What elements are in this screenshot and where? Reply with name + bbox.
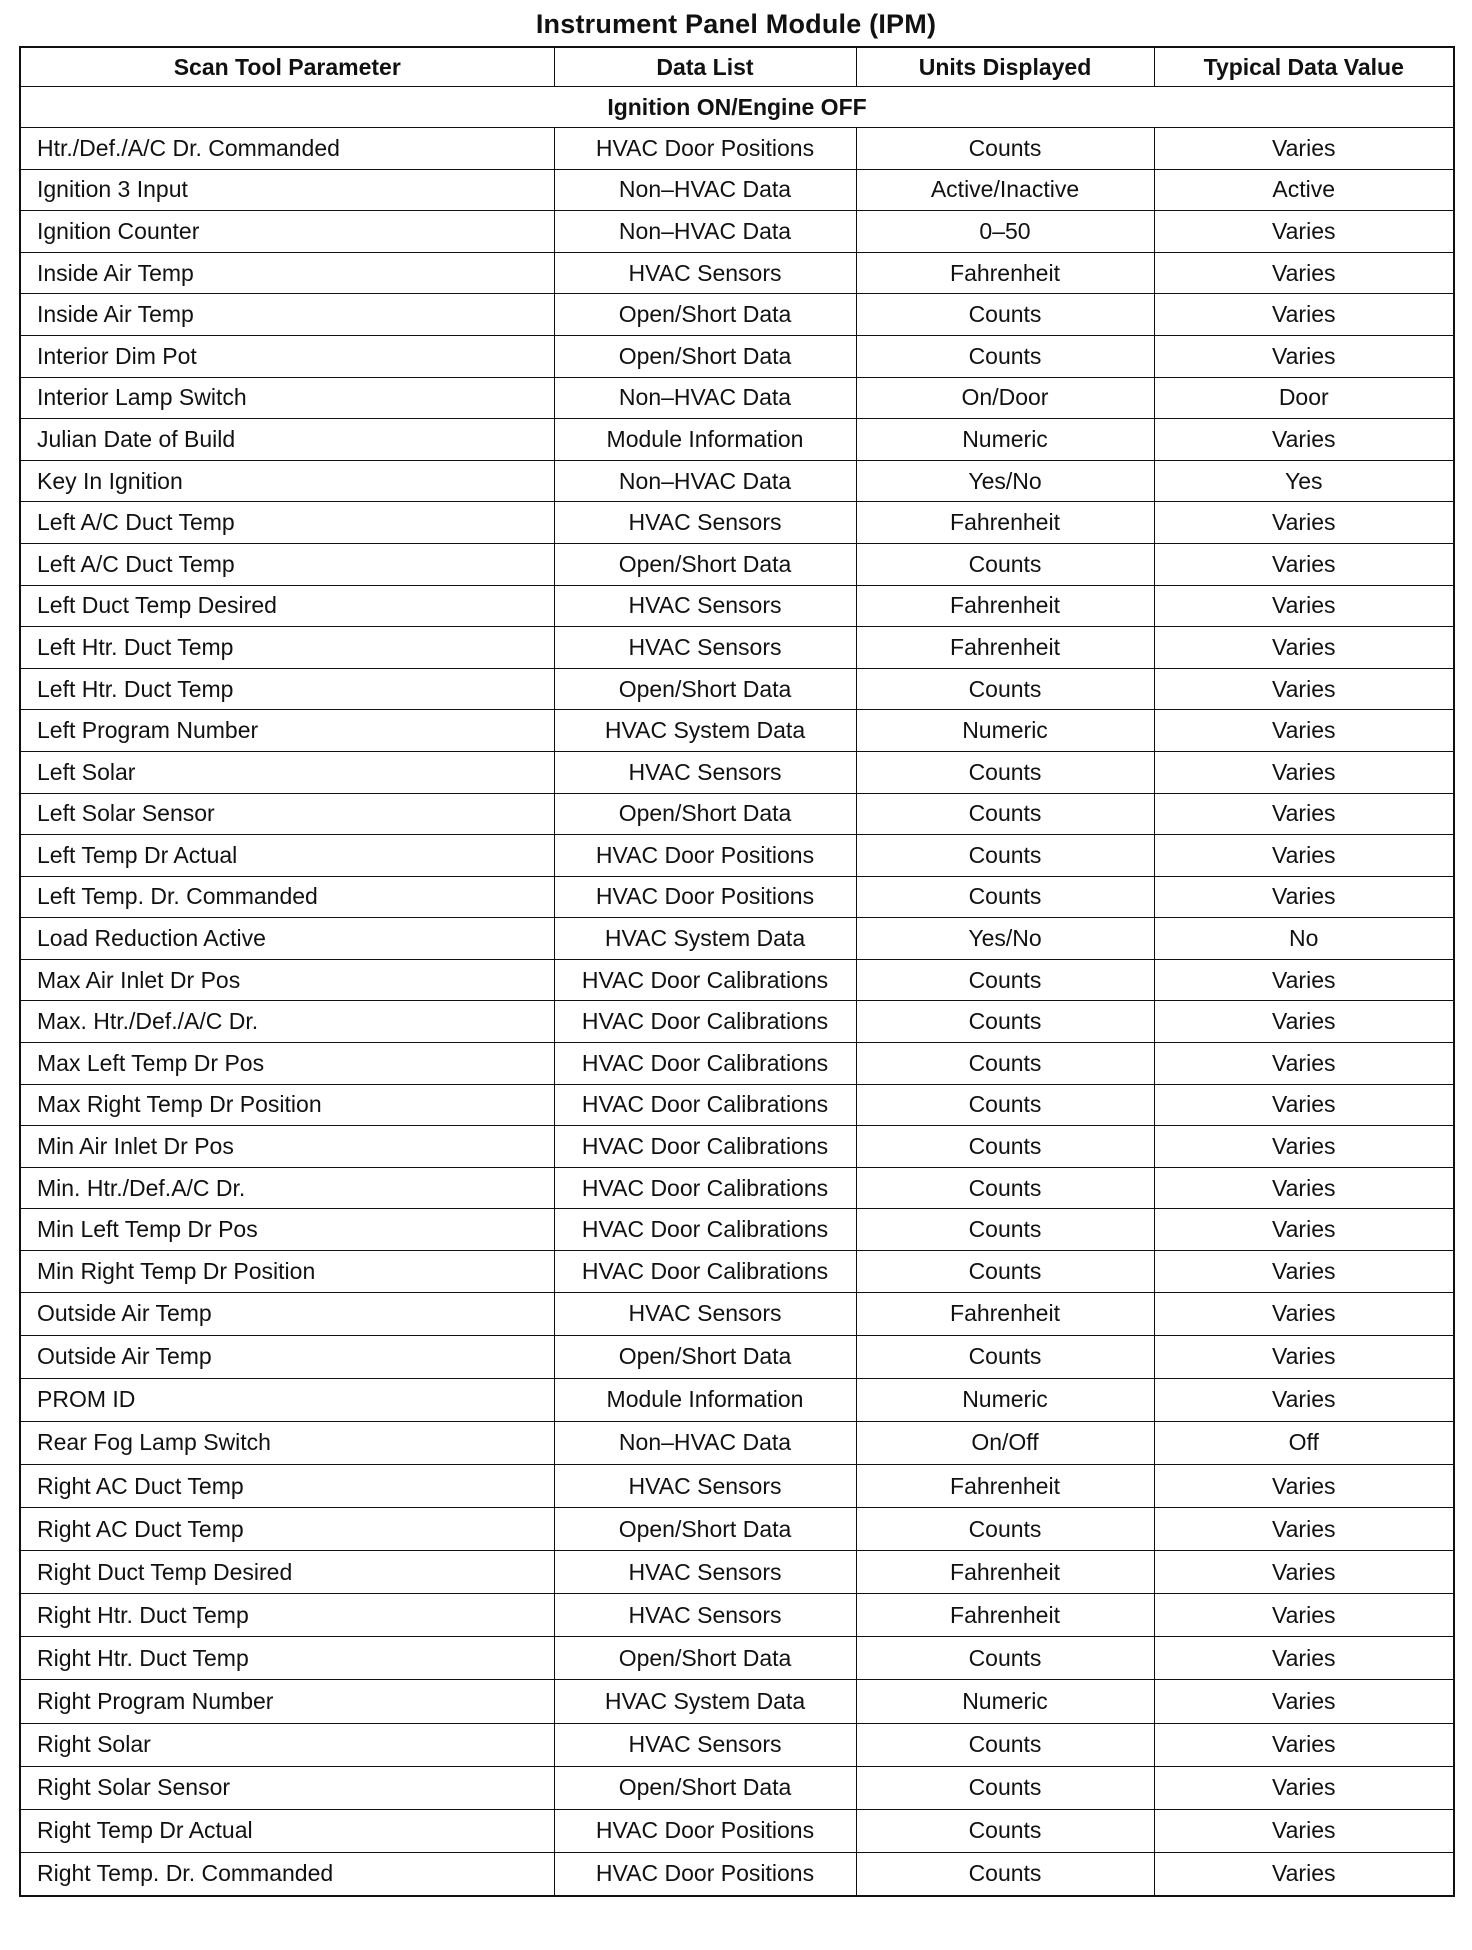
typical-value-cell: Varies xyxy=(1154,294,1454,336)
typical-value-cell: Varies xyxy=(1154,876,1454,918)
units-cell: Fahrenheit xyxy=(856,1465,1154,1508)
table-row xyxy=(20,876,1454,918)
table-row xyxy=(20,335,1454,377)
typical-value-cell: Varies xyxy=(1154,1637,1454,1680)
header-row xyxy=(20,47,1454,87)
typical-value-cell: Off xyxy=(1154,1421,1454,1464)
parameter-cell: Interior Lamp Switch xyxy=(20,377,554,419)
units-cell: On/Door xyxy=(856,377,1154,419)
data-list-cell: HVAC Door Positions xyxy=(554,128,856,170)
parameter-cell: Min Air Inlet Dr Pos xyxy=(20,1126,554,1168)
units-cell: Counts xyxy=(856,1852,1154,1896)
units-cell: Counts xyxy=(856,1043,1154,1085)
data-list-cell: HVAC System Data xyxy=(554,918,856,960)
units-cell: Counts xyxy=(856,543,1154,585)
data-list-cell: Open/Short Data xyxy=(554,543,856,585)
table-row xyxy=(20,918,1454,960)
typical-value-cell: No xyxy=(1154,918,1454,960)
parameter-cell: Right Temp Dr Actual xyxy=(20,1809,554,1852)
data-list-cell: Non–HVAC Data xyxy=(554,377,856,419)
data-list-cell: HVAC Door Calibrations xyxy=(554,1084,856,1126)
column-header-units-displayed: Units Displayed xyxy=(856,47,1154,87)
data-list-cell: HVAC Door Calibrations xyxy=(554,1251,856,1293)
units-cell: 0–50 xyxy=(856,211,1154,253)
typical-value-cell: Varies xyxy=(1154,793,1454,835)
data-list-cell: HVAC Sensors xyxy=(554,627,856,669)
units-cell: Numeric xyxy=(856,1680,1154,1723)
typical-value-cell: Varies xyxy=(1154,668,1454,710)
table-row xyxy=(20,751,1454,793)
data-list-cell: HVAC Door Calibrations xyxy=(554,1043,856,1085)
column-header-scan-tool-parameter: Scan Tool Parameter xyxy=(20,47,554,87)
typical-value-cell: Varies xyxy=(1154,1001,1454,1043)
parameter-cell: Right AC Duct Temp xyxy=(20,1465,554,1508)
parameter-cell: Key In Ignition xyxy=(20,460,554,502)
units-cell: Fahrenheit xyxy=(856,1551,1154,1594)
data-list-cell: HVAC Door Positions xyxy=(554,1852,856,1896)
units-cell: Counts xyxy=(856,793,1154,835)
table-row xyxy=(20,460,1454,502)
typical-value-cell: Varies xyxy=(1154,502,1454,544)
data-list-cell: Non–HVAC Data xyxy=(554,169,856,211)
data-list-cell: Open/Short Data xyxy=(554,1508,856,1551)
data-list-cell: Non–HVAC Data xyxy=(554,1421,856,1464)
table-row xyxy=(20,1594,1454,1637)
table-row xyxy=(20,1723,1454,1766)
table-row xyxy=(20,1167,1454,1209)
typical-value-cell: Varies xyxy=(1154,1251,1454,1293)
data-list-cell: HVAC Door Positions xyxy=(554,876,856,918)
table-row xyxy=(20,502,1454,544)
parameter-cell: Left A/C Duct Temp xyxy=(20,543,554,585)
typical-value-cell: Varies xyxy=(1154,959,1454,1001)
table-row xyxy=(20,211,1454,253)
typical-value-cell: Varies xyxy=(1154,543,1454,585)
parameter-cell: Min Right Temp Dr Position xyxy=(20,1251,554,1293)
data-list-cell: Open/Short Data xyxy=(554,335,856,377)
typical-value-cell: Varies xyxy=(1154,1723,1454,1766)
typical-value-cell: Varies xyxy=(1154,1043,1454,1085)
table-row xyxy=(20,1465,1454,1508)
typical-value-cell: Varies xyxy=(1154,1167,1454,1209)
table-row xyxy=(20,1680,1454,1723)
typical-value-cell: Varies xyxy=(1154,1084,1454,1126)
units-cell: Numeric xyxy=(856,1378,1154,1421)
table-row xyxy=(20,835,1454,877)
data-list-cell: Module Information xyxy=(554,1378,856,1421)
typical-value-cell: Door xyxy=(1154,377,1454,419)
parameter-cell: Max Right Temp Dr Position xyxy=(20,1084,554,1126)
units-cell: Numeric xyxy=(856,419,1154,461)
data-list-cell: Open/Short Data xyxy=(554,294,856,336)
parameter-cell: Left Temp. Dr. Commanded xyxy=(20,876,554,918)
units-cell: Counts xyxy=(856,1809,1154,1852)
data-list-cell: HVAC System Data xyxy=(554,1680,856,1723)
data-list-cell: Open/Short Data xyxy=(554,1637,856,1680)
parameter-cell: Ignition Counter xyxy=(20,211,554,253)
data-list-cell: HVAC Door Calibrations xyxy=(554,1167,856,1209)
units-cell: Fahrenheit xyxy=(856,502,1154,544)
table-row xyxy=(20,1637,1454,1680)
data-list-cell: HVAC Door Calibrations xyxy=(554,1126,856,1168)
typical-value-cell: Varies xyxy=(1154,211,1454,253)
units-cell: Active/Inactive xyxy=(856,169,1154,211)
data-list-cell: HVAC Sensors xyxy=(554,1723,856,1766)
parameter-cell: Inside Air Temp xyxy=(20,252,554,294)
units-cell: Counts xyxy=(856,1167,1154,1209)
table-row xyxy=(20,128,1454,170)
units-cell: Fahrenheit xyxy=(856,252,1154,294)
data-list-cell: HVAC Door Calibrations xyxy=(554,959,856,1001)
data-list-cell: HVAC Sensors xyxy=(554,1551,856,1594)
typical-value-cell: Varies xyxy=(1154,1209,1454,1251)
typical-value-cell: Varies xyxy=(1154,1292,1454,1335)
parameter-cell: Inside Air Temp xyxy=(20,294,554,336)
units-cell: Yes/No xyxy=(856,918,1154,960)
typical-value-cell: Varies xyxy=(1154,1680,1454,1723)
table-row xyxy=(20,1852,1454,1896)
table-row xyxy=(20,1378,1454,1421)
units-cell: Counts xyxy=(856,751,1154,793)
parameter-cell: Rear Fog Lamp Switch xyxy=(20,1421,554,1464)
data-list-cell: Non–HVAC Data xyxy=(554,460,856,502)
data-list-cell: HVAC Door Calibrations xyxy=(554,1001,856,1043)
table-row xyxy=(20,668,1454,710)
units-cell: Counts xyxy=(856,959,1154,1001)
typical-value-cell: Varies xyxy=(1154,419,1454,461)
data-list-cell: HVAC Sensors xyxy=(554,1292,856,1335)
parameter-cell: Right Duct Temp Desired xyxy=(20,1551,554,1594)
parameter-cell: Htr./Def./A/C Dr. Commanded xyxy=(20,128,554,170)
units-cell: Counts xyxy=(856,1084,1154,1126)
table-row xyxy=(20,1335,1454,1378)
parameter-cell: Right Htr. Duct Temp xyxy=(20,1637,554,1680)
units-cell: Counts xyxy=(856,1001,1154,1043)
data-list-cell: Non–HVAC Data xyxy=(554,211,856,253)
data-list-cell: HVAC Sensors xyxy=(554,751,856,793)
data-list-cell: HVAC Sensors xyxy=(554,502,856,544)
parameter-cell: Left Htr. Duct Temp xyxy=(20,627,554,669)
typical-value-cell: Varies xyxy=(1154,1551,1454,1594)
units-cell: Counts xyxy=(856,1508,1154,1551)
units-cell: Counts xyxy=(856,294,1154,336)
parameter-cell: Max. Htr./Def./A/C Dr. xyxy=(20,1001,554,1043)
parameter-cell: PROM ID xyxy=(20,1378,554,1421)
data-list-cell: Open/Short Data xyxy=(554,793,856,835)
section-row xyxy=(20,87,1454,128)
table-row xyxy=(20,1508,1454,1551)
data-list-cell: HVAC Door Calibrations xyxy=(554,1209,856,1251)
typical-value-cell: Varies xyxy=(1154,1809,1454,1852)
table-row xyxy=(20,419,1454,461)
data-list-cell: HVAC Sensors xyxy=(554,1594,856,1637)
parameter-cell: Right Solar xyxy=(20,1723,554,1766)
units-cell: On/Off xyxy=(856,1421,1154,1464)
typical-value-cell: Varies xyxy=(1154,1594,1454,1637)
typical-value-cell: Varies xyxy=(1154,128,1454,170)
table-row xyxy=(20,793,1454,835)
units-cell: Counts xyxy=(856,668,1154,710)
units-cell: Counts xyxy=(856,1766,1154,1809)
units-cell: Numeric xyxy=(856,710,1154,752)
parameter-table xyxy=(19,46,1455,1897)
units-cell: Counts xyxy=(856,876,1154,918)
data-list-cell: HVAC Sensors xyxy=(554,1465,856,1508)
data-list-cell: Open/Short Data xyxy=(554,668,856,710)
units-cell: Fahrenheit xyxy=(856,1594,1154,1637)
parameter-cell: Left Temp Dr Actual xyxy=(20,835,554,877)
typical-value-cell: Varies xyxy=(1154,1465,1454,1508)
typical-value-cell: Varies xyxy=(1154,627,1454,669)
parameter-cell: Min Left Temp Dr Pos xyxy=(20,1209,554,1251)
typical-value-cell: Varies xyxy=(1154,751,1454,793)
page-title: Instrument Panel Module (IPM) xyxy=(535,9,937,39)
units-cell: Counts xyxy=(856,335,1154,377)
units-cell: Counts xyxy=(856,128,1154,170)
parameter-cell: Max Left Temp Dr Pos xyxy=(20,1043,554,1085)
typical-value-cell: Varies xyxy=(1154,335,1454,377)
table-row xyxy=(20,627,1454,669)
parameter-cell: Outside Air Temp xyxy=(20,1335,554,1378)
table-row xyxy=(20,1209,1454,1251)
parameter-cell: Left Solar xyxy=(20,751,554,793)
table-row xyxy=(20,1766,1454,1809)
typical-value-cell: Varies xyxy=(1154,1126,1454,1168)
table-row xyxy=(20,1251,1454,1293)
table-row xyxy=(20,959,1454,1001)
typical-value-cell: Varies xyxy=(1154,1335,1454,1378)
section-heading: Ignition ON/Engine OFF xyxy=(20,87,1454,128)
data-list-cell: Open/Short Data xyxy=(554,1335,856,1378)
table-row xyxy=(20,1126,1454,1168)
units-cell: Counts xyxy=(856,835,1154,877)
typical-value-cell: Varies xyxy=(1154,1852,1454,1896)
data-list-cell: HVAC Door Positions xyxy=(554,1809,856,1852)
parameter-cell: Left Duct Temp Desired xyxy=(20,585,554,627)
parameter-cell: Ignition 3 Input xyxy=(20,169,554,211)
parameter-cell: Right Program Number xyxy=(20,1680,554,1723)
table-row xyxy=(20,377,1454,419)
units-cell: Yes/No xyxy=(856,460,1154,502)
data-list-cell: Open/Short Data xyxy=(554,1766,856,1809)
units-cell: Fahrenheit xyxy=(856,585,1154,627)
table-body xyxy=(20,87,1454,1896)
units-cell: Counts xyxy=(856,1637,1154,1680)
parameter-cell: Right Temp. Dr. Commanded xyxy=(20,1852,554,1896)
parameter-cell: Left A/C Duct Temp xyxy=(20,502,554,544)
units-cell: Counts xyxy=(856,1126,1154,1168)
parameter-cell: Right Htr. Duct Temp xyxy=(20,1594,554,1637)
data-list-cell: HVAC Sensors xyxy=(554,585,856,627)
data-list-cell: HVAC System Data xyxy=(554,710,856,752)
column-header-typical-data-value: Typical Data Value xyxy=(1154,47,1454,87)
parameter-cell: Max Air Inlet Dr Pos xyxy=(20,959,554,1001)
typical-value-cell: Active xyxy=(1154,169,1454,211)
typical-value-cell: Varies xyxy=(1154,710,1454,752)
units-cell: Counts xyxy=(856,1251,1154,1293)
typical-value-cell: Yes xyxy=(1154,460,1454,502)
typical-value-cell: Varies xyxy=(1154,1766,1454,1809)
parameter-cell: Left Solar Sensor xyxy=(20,793,554,835)
table-row xyxy=(20,710,1454,752)
parameter-cell: Load Reduction Active xyxy=(20,918,554,960)
data-list-cell: HVAC Door Positions xyxy=(554,835,856,877)
units-cell: Counts xyxy=(856,1723,1154,1766)
table-row xyxy=(20,1043,1454,1085)
units-cell: Fahrenheit xyxy=(856,627,1154,669)
table-row xyxy=(20,1084,1454,1126)
typical-value-cell: Varies xyxy=(1154,1508,1454,1551)
data-list-cell: HVAC Sensors xyxy=(554,252,856,294)
typical-value-cell: Varies xyxy=(1154,585,1454,627)
column-header-data-list: Data List xyxy=(554,47,856,87)
table-row xyxy=(20,1292,1454,1335)
table-row xyxy=(20,169,1454,211)
table-row xyxy=(20,1809,1454,1852)
parameter-cell: Julian Date of Build xyxy=(20,419,554,461)
parameter-cell: Outside Air Temp xyxy=(20,1292,554,1335)
table-row xyxy=(20,585,1454,627)
table-row xyxy=(20,252,1454,294)
units-cell: Counts xyxy=(856,1209,1154,1251)
units-cell: Counts xyxy=(856,1335,1154,1378)
table-row xyxy=(20,1551,1454,1594)
data-list-cell: Module Information xyxy=(554,419,856,461)
parameter-cell: Min. Htr./Def.A/C Dr. xyxy=(20,1167,554,1209)
parameter-cell: Right AC Duct Temp xyxy=(20,1508,554,1551)
parameter-cell: Left Htr. Duct Temp xyxy=(20,668,554,710)
parameter-cell: Interior Dim Pot xyxy=(20,335,554,377)
table-row xyxy=(20,1421,1454,1464)
table-row xyxy=(20,1001,1454,1043)
typical-value-cell: Varies xyxy=(1154,252,1454,294)
units-cell: Fahrenheit xyxy=(856,1292,1154,1335)
parameter-cell: Right Solar Sensor xyxy=(20,1766,554,1809)
parameter-cell: Left Program Number xyxy=(20,710,554,752)
table-row xyxy=(20,543,1454,585)
typical-value-cell: Varies xyxy=(1154,835,1454,877)
typical-value-cell: Varies xyxy=(1154,1378,1454,1421)
table-row xyxy=(20,294,1454,336)
